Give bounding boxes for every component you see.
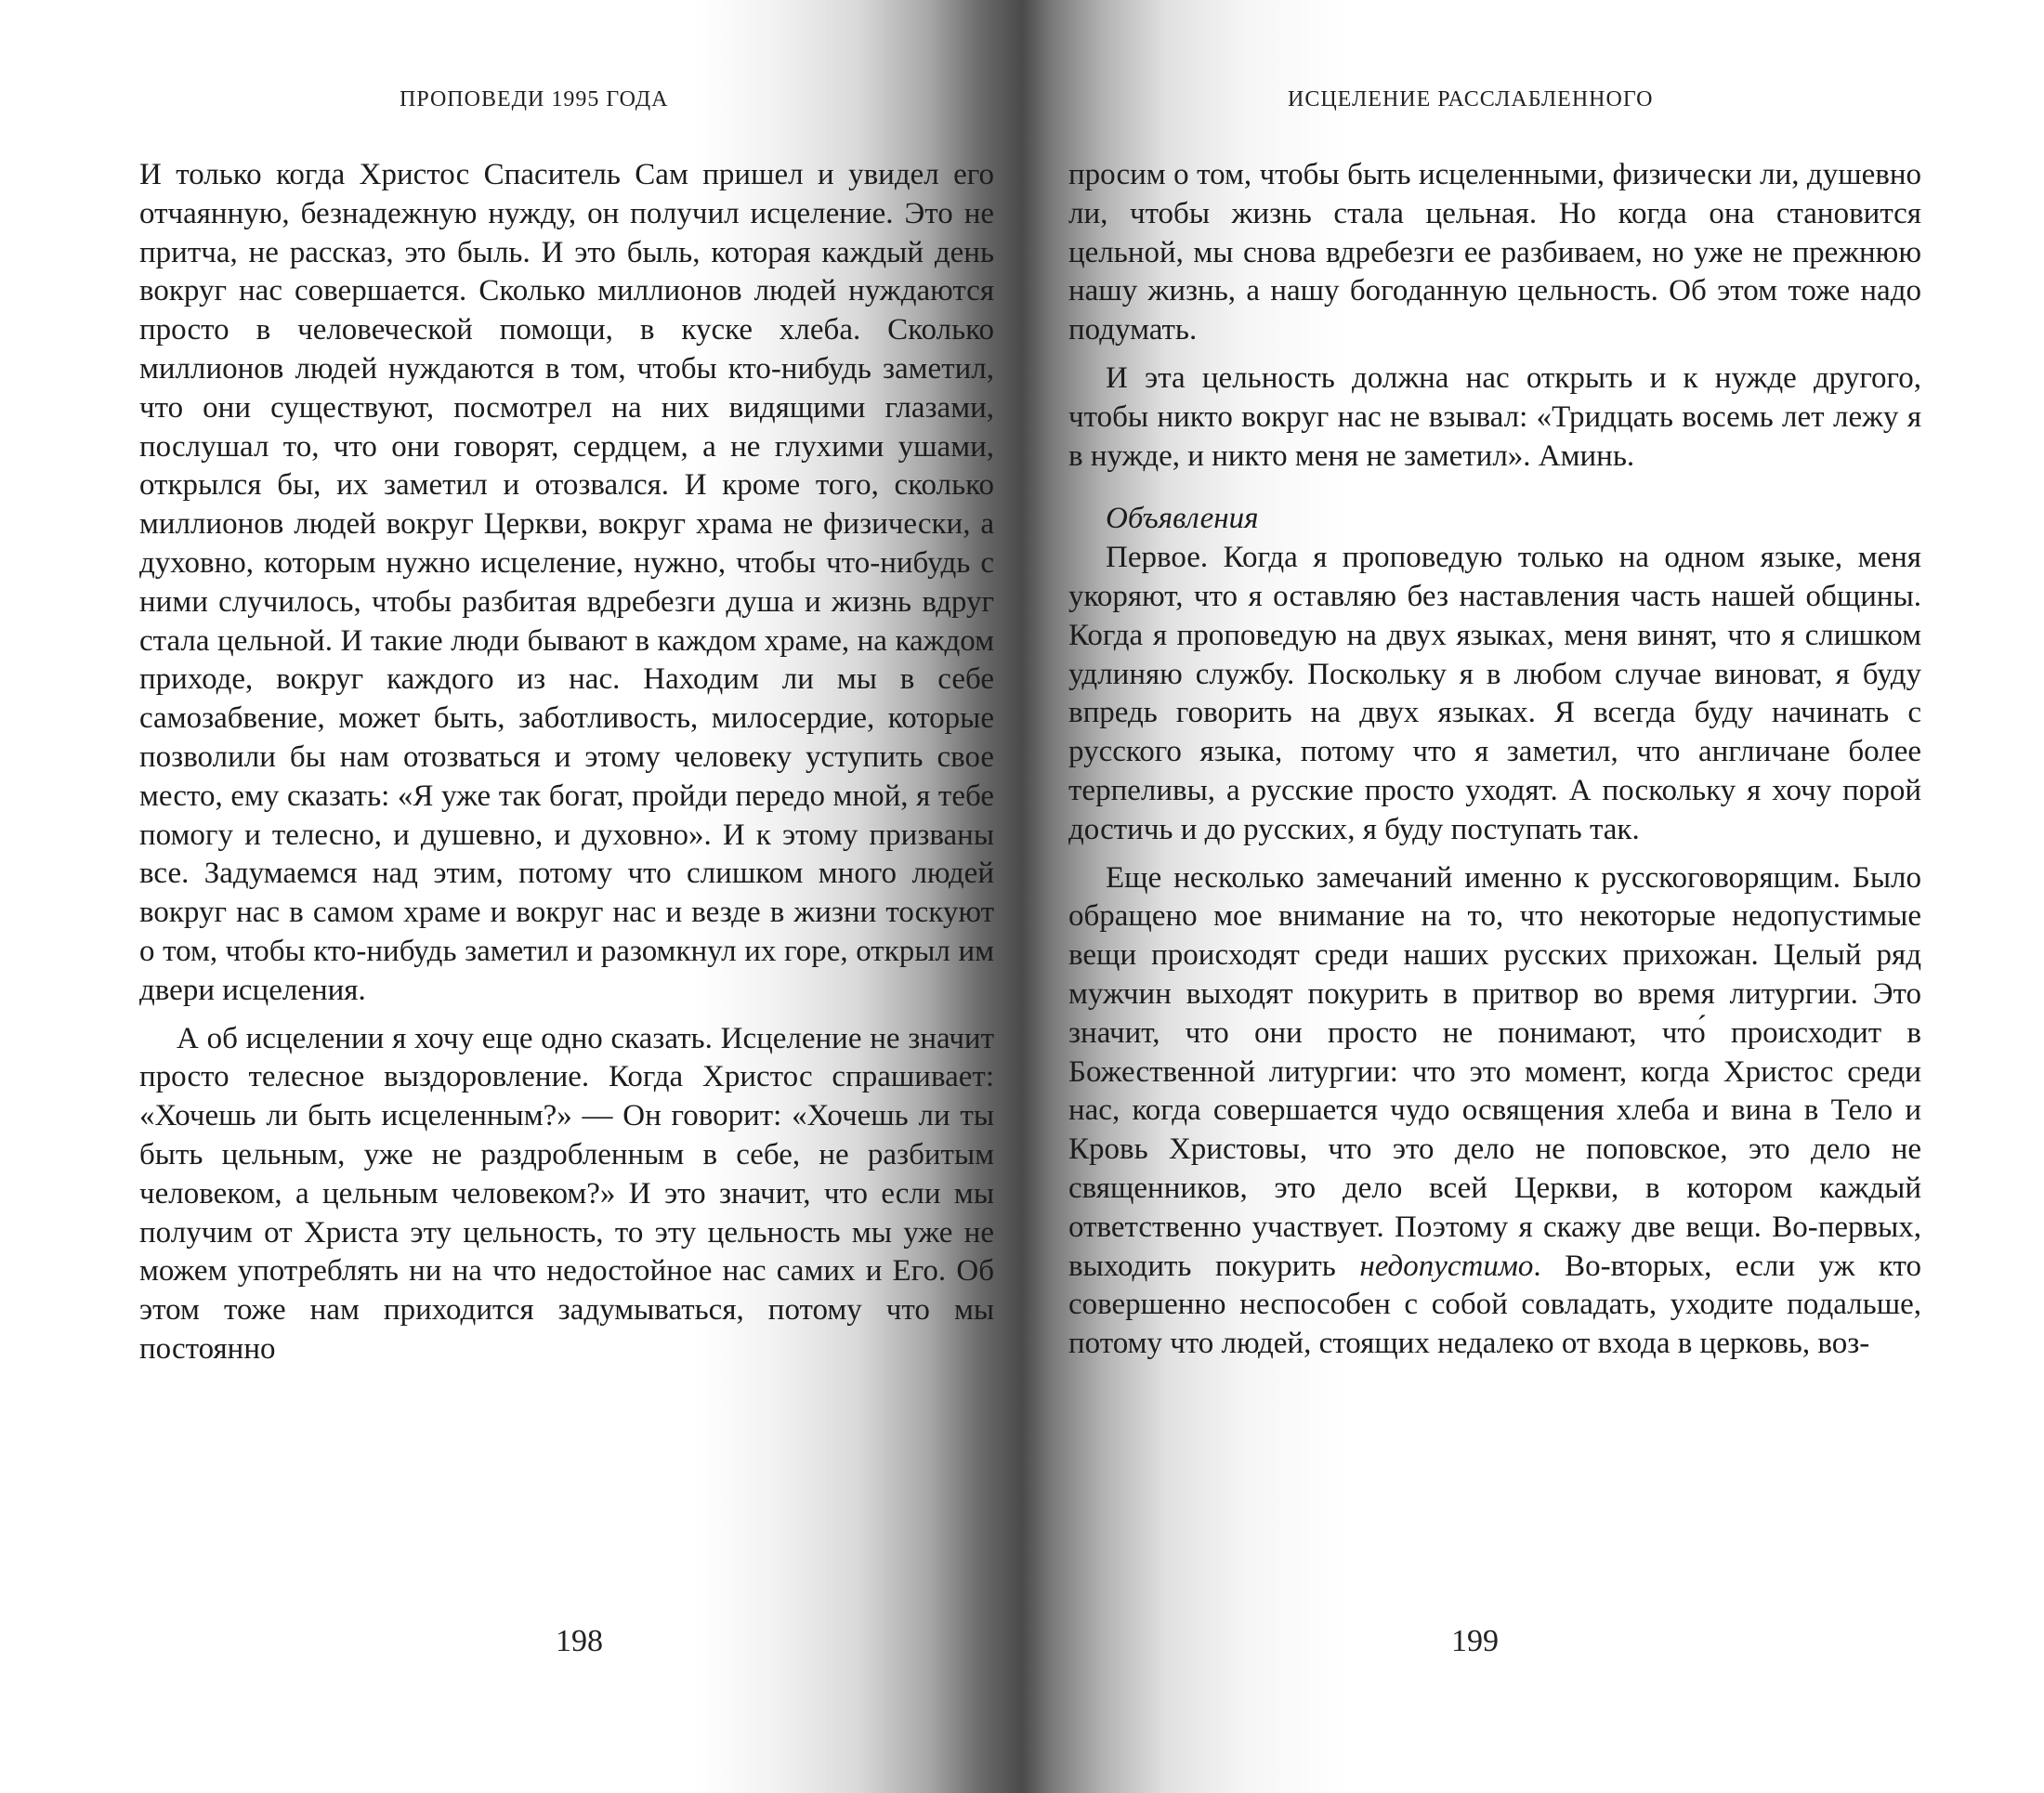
paragraph: И эта цельность должна нас открыть и к нужде другого, чтобы никто вокруг нас не взывал: «Тридцать восемь лет лежу я в нужде, и никто меня не заметил». Аминь. [1068,360,1921,473]
page-number-left: 198 [556,1624,603,1658]
paragraph-text: . Во-вторых, если уж кто совершенно неспособен с собой совладать, уходите подальше, потому что людей, стоящих недалеко от входа в церковь, воз- [1068,1249,1921,1361]
left-page-body [139,156,994,1379]
running-head-left: ПРОПОВЕДИ 1995 ГОДА [400,87,669,111]
paragraph: Первое. Когда я проповедую только на одном языке, меня укоряют, что я оставляю без наставления часть нашей общины. Когда я проповедую на двух языках, меня винят, что я слишком удлиняю службу. Поскольку я в любом случае виноват, я буду впредь говорить на двух языках. Я всегда буду начинать с русского языка, потому что я заметил, что англичане более терпеливы, а русские просто уходят. А поскольку я хочу порой достичь и до русских, я буду поступать так. [1068,541,1921,846]
section-title-announcements: Объявления [1106,502,1259,536]
right-page-body [1068,156,1921,1373]
paragraph: И только когда Христос Спаситель Сам пришел и увидел его отчаянную, безнадежную нужду, он получил исцеление. Это не притча, не рассказ, это быль. И это быль, которая каждый день вокруг нас совершается. Сколько миллионов людей нуждаются просто в человеческой помощи, в куске хлеба. Сколько миллионов людей нуждаются в том, чтобы кто-нибудь заметил, что они существуют, посмотрел на них видящими глазами, послушал то, что они говорят, сердцем, а не глухими ушами, открылся бы, их заметил и отозвался. И кроме того, сколько миллионов людей вокруг Церкви, вокруг храма не физически, а духовно, которым нужно исцеление, нужно, чтобы что-нибудь с ними случилось, чтобы разбитая вдребезги душа и жизнь вдруг стала цельной. И такие люди бывают в каждом храме, на каждом приходе, вокруг каждого из нас. Находим ли мы в себе самозабвение, может быть, заботливость, милосердие, которые позволили бы нам отозваться и этому человеку уступить свое место, ему сказать: «Я уже так богат, пройди передо мной, я тебе помогу и телесно, и душевно, и духовно». И к этому призваны все. Задумаемся над этим, потому что слишком много людей вокруг нас в самом храме и вокруг нас и везде в жизни тоскуют о том, чтобы кто-нибудь заметил и разомкнул их горе, открыл им двери исцеления. [139,158,994,1007]
page-number-right: 199 [1451,1624,1499,1658]
paragraph-text: Еще несколько замечаний именно к русскоговорящим. Было обращено мое внимание на то, что некоторые недопустимые вещи происходят среди наших русских прихожан. Целый ряд мужчин выходят покурить в притвор во время литургии. Это значит, что они просто не понимают, что́ происходит в Божественной литургии: что это момент, когда Христос среди нас, когда совершается чудо освящения хлеба и вина в Тело и Кровь Христовы, что это дело не поповское, это дело не священников, это дело всей Церкви, в котором каждый ответственно участвует. Поэтому я скажу две вещи. Во-первых, выходить покурить [1068,860,1921,1283]
paragraph: А об исцелении я хочу еще одно сказать. Исцеление не значит просто телесное выздоровление. Когда Христос спрашивает: «Хочешь ли быть исцеленным?» — Он говорит: «Хочешь ли ты быть цельным, уже не раздробленным в себе, не разбитым человеком, а цельным человеком?» И это значит, что если мы получим от Христа эту цельность, то эту цельность мы уже не можем употреблять ни на что недостойное нас самих и Его. Об этом тоже нам приходится задумываться, потому что мы постоянно [139,1021,994,1366]
running-head-right: ИСЦЕЛЕНИЕ РАССЛАБЛЕННОГО [1288,87,1654,111]
paragraph: просим о том, чтобы быть исцеленными, физически ли, душевно ли, чтобы жизнь стала цельная. Но когда она становится цельной, мы снова вдребезги ее разбиваем, но уже не прежнюю нашу жизнь, а нашу богоданную цельность. Об этом тоже надо подумать. [1068,158,1921,347]
right-page [1022,0,2044,1793]
paragraph [1068,859,1921,1364]
emphasized-word: недопустимо [1359,1249,1534,1283]
